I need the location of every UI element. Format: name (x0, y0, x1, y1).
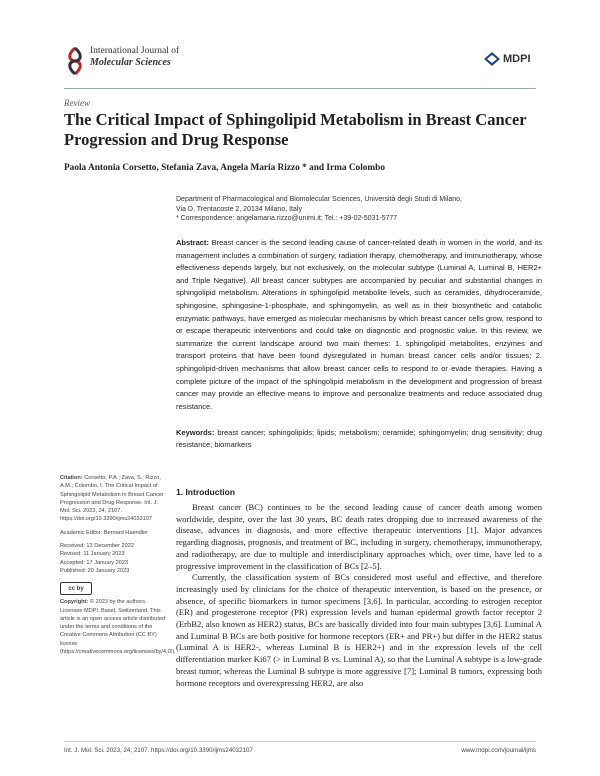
journal-name-line2: Molecular Sciences (90, 57, 171, 68)
citation-label: Citation: (60, 475, 83, 481)
author-list: Paola Antonia Corsetto, Stefania Zava, Angela Maria Rizzo * and Irma Colombo (64, 163, 385, 173)
keywords-text: breast cancer; sphingolipids; lipids; metabolism; ceramide; sphingomyelin; drug sensitivity; drug resistance; biomarkers (176, 428, 542, 449)
citation (60, 474, 170, 524)
abstract-label: Abstract: (176, 238, 209, 247)
keywords-label: Keywords: (176, 428, 215, 437)
published-date: Published: 20 January 2023 (60, 567, 130, 574)
article-info-sidebar (60, 474, 176, 661)
cc-license-badge (60, 582, 170, 595)
mdpi-icon (484, 52, 500, 66)
footer-journal-url: www.mdpi.com/journal/ijms (461, 747, 536, 754)
academic-editor: Academic Editor: Bernard Haendler (60, 529, 148, 536)
citation-text: Corsetto, P.A.; Zava, S.; Rizzo, A.M.; Colombo, I. The Critical Impact of Sphingolipid Metabolism in Breast Cancer Progression and Drug Response. Int. J. Mol. Sci. 2023, 24, 2107. https://doi.org/10.3390/ijms24032107 (60, 475, 164, 523)
affiliation-line: Department of Pharmacological and Biomolecular Sciences, Università degli Studi di Milano, (176, 196, 462, 203)
received-date: Received: 13 December 2022 (60, 543, 135, 550)
footer-divider (64, 741, 536, 742)
copyright-label: Copyright: (60, 599, 89, 606)
affiliation-block (176, 195, 536, 224)
cc-by-icon: cc by (60, 582, 92, 595)
copyright-text: © 2023 by the authors. Licensee MDPI, Basel, Switzerland. This article is an open access article distributed under the terms and conditions of the Creative Commons Attribution (CC BY) license (https://creativecommons.org/licenses/by/4.0/). (60, 599, 176, 656)
journal-logo-icon (64, 46, 86, 76)
revised-date: Revised: 11 January 2023 (60, 551, 125, 558)
accepted-date: Accepted: 17 January 2023 (60, 559, 129, 566)
article-title: The Critical Impact of Sphingolipid Metabolism in Breast Cancer Progression and Drug Response (64, 110, 527, 149)
journal-name-line1: International Journal of (90, 46, 180, 56)
paragraph: Breast cancer (BC) continues to be the second leading cause of cancer death among women worldwide, despite, over the last 30 years, BC death rates dropping due to increased awareness of the disease, advances in diagnosis, and more effective therapeutic interventions [1]. Major advances regarding diagnosis, prognosis, and treatment of BC, including in surgery, chemotherapy, immunotherapy, and radiotherapy, are due to multiple and interdisciplinary approaches which, over time, have led to a progressive improvement in the classification of BCs [2–5]. (176, 502, 542, 571)
abstract-text: Breast cancer is the second leading cause of cancer-related death in women in the world, and its management includes a combination of surgery, radiation therapy, chemotherapy, and immunotherapy, whose effectiveness depends largely, but not exclusively, on the molecular subtype (Luminal A, Luminal B, HER2+ and Triple Negative). All breast cancer subtypes are accompanied by peculiar and substantial changes in sphingolipid metabolism. Alterations in sphingolipid metabolite levels, such as ceramides, dihydroceramide, sphingosine, sphingosine-1-phosphate, and sphingomyelin, as well as in their biosynthetic and catabolic enzymatic pathways, have emerged as molecular mechanisms by which breast cancer cells grow, respond to or escape therapeutic interventions and could take on diagnostic and prognostic value. In this review, we summarize the current landscape around two main themes: 1. sphingolipid metabolites, enzymes and transport proteins that have been found dysregulated in human breast cancer cells and/or tissues; 2. sphingolipid-driven mechanisms that allow breast cancer cells to respond to or evade therapies. Having a complete picture of the impact of the sphingolipid metabolism in the development and progression of breast cancer may provide an effective means to improve and personalize treatments and reduce associated drug resistance. (176, 238, 542, 411)
journal-header (64, 46, 179, 76)
publisher-name: MDPI (503, 53, 531, 65)
correspondence: * Correspondence: angelamaria.rizzo@unimi.it; Tel.: +39-02-5031-5777 (176, 215, 398, 222)
affiliation-line: Via D. Trentacoste 2, 20134 Milano, Italy (176, 205, 302, 213)
keywords (176, 427, 542, 450)
article-type: Review (64, 98, 90, 108)
section-heading: 1. Introduction (176, 487, 236, 497)
paragraph: Currently, the classification system of BCs considered most useful and effective, and therefore increasingly used by clinicians for the choice of therapeutic intervention, is based on the presence, or absence, of specific biomarkers in tumor specimens [3,6]. In particular, according to estrogen receptor (ER) and progesterone receptor (PR) expression levels and human epidermal growth factor receptor 2 (ErbB2, also known as HER2) status, BCs are basically divided into four main subtypes [3,6]. Luminal A and Luminal B BCs are both positive for hormone receptors (ER+ and PR+) but differ in the HER2 status (Luminal A is HER2-, whereas Luminal B is HER2+) and in the expression levels of the cell differentiation marker Ki67 (> in Luminal B vs. Luminal A), so that the Luminal A subtype is a low-grade breast tumor, whereas the Luminal B subtype is more aggressive [7]; Luminal B tumors, expressing both hormone receptors and overexpressing HER2, are also (176, 572, 542, 688)
header-divider (64, 88, 536, 89)
copyright (60, 598, 176, 656)
footer-citation: Int. J. Mol. Sci. 2023, 24, 2107. https://doi.org/10.3390/ijms24032107 (64, 747, 253, 754)
abstract (176, 237, 542, 413)
body-text (176, 502, 542, 689)
publisher-logo (484, 52, 531, 66)
